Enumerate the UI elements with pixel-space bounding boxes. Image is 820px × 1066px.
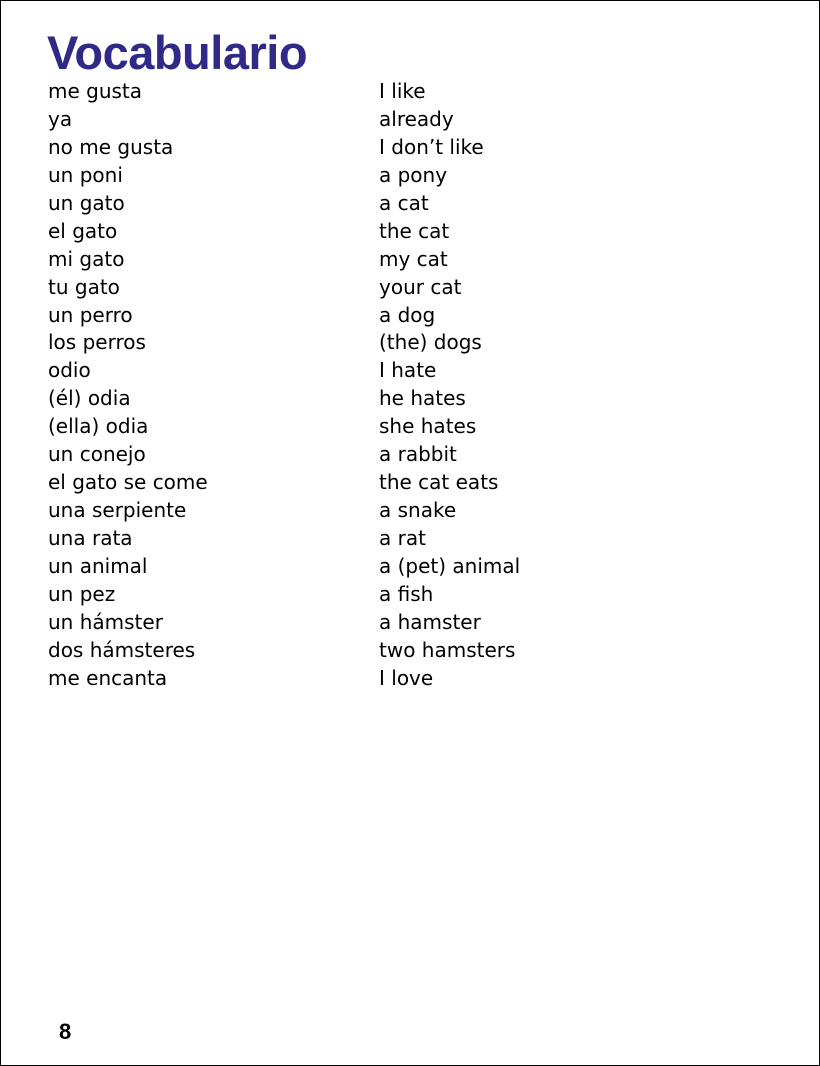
page-title: Vocabulario [47,26,308,79]
vocab-row [48,384,648,412]
spanish-term: los perros [48,330,146,355]
vocab-row [48,608,648,636]
english-translation: a hamster [379,609,481,634]
english-translation: a snake [379,498,457,523]
spanish-term: un pez [48,581,116,606]
english-translation: my cat [379,246,448,271]
spanish-term: un hámster [48,609,163,634]
english-translation: a rabbit [379,442,457,467]
english-translation: I like [379,79,426,103]
vocab-row [48,664,648,692]
spanish-term: me encanta [48,665,168,690]
spanish-term: ya [48,106,73,131]
english-translation: the cat [379,218,450,243]
english-translation: the cat eats [379,470,499,495]
english-translation: a rat [379,526,426,550]
spanish-term: una rata [48,526,133,550]
spanish-term: un conejo [48,442,146,467]
english-translation: I don’t like [379,134,484,159]
vocab-row [48,468,648,496]
english-translation: I hate [379,358,437,383]
spanish-term: un gato [48,190,125,215]
spanish-term: el gato se come [48,470,208,495]
vocab-row [48,552,648,580]
spanish-term: mi gato [48,246,125,271]
vocab-row [48,189,648,217]
spanish-term: (él) odia [48,386,131,411]
english-translation: a cat [379,190,429,215]
vocab-row [48,440,648,468]
spanish-term: tu gato [48,274,120,299]
spanish-term: una serpiente [48,498,187,523]
vocab-row [48,580,648,608]
spanish-term: un animal [48,553,148,578]
english-translation: a (pet) animal [379,553,521,578]
vocab-row [48,496,648,524]
vocab-row [48,217,648,245]
english-translation: a pony [379,162,448,187]
vocab-row [48,301,648,329]
english-translation: I love [379,665,434,690]
vocab-row [48,412,648,440]
spanish-term: el gato [48,218,118,243]
vocab-row [48,524,648,552]
spanish-term: (ella) odia [48,414,149,439]
english-translation: a fish [379,581,434,606]
english-translation: she hates [379,414,477,439]
spanish-term: un perro [48,302,133,327]
english-translation: your cat [379,274,462,299]
vocab-row [48,245,648,273]
english-translation: (the) dogs [379,330,482,355]
spanish-term: odio [48,358,91,383]
spanish-term: dos hámsteres [48,637,196,662]
vocab-row [48,77,648,105]
spanish-term: no me gusta [48,134,174,159]
english-translation: already [379,106,454,131]
english-translation: a dog [379,302,436,327]
vocab-row [48,161,648,189]
vocab-row [48,356,648,384]
vocab-row [48,636,648,664]
vocab-row [48,328,648,356]
english-translation: he hates [379,386,466,411]
spanish-term: un poni [48,162,123,187]
vocab-row [48,273,648,301]
vocab-row [48,133,648,161]
vocab-row [48,105,648,133]
page-number: 8 [59,1019,72,1044]
english-translation: two hamsters [379,637,516,662]
vocabulary-list [48,77,648,692]
spanish-term: me gusta [48,79,143,103]
